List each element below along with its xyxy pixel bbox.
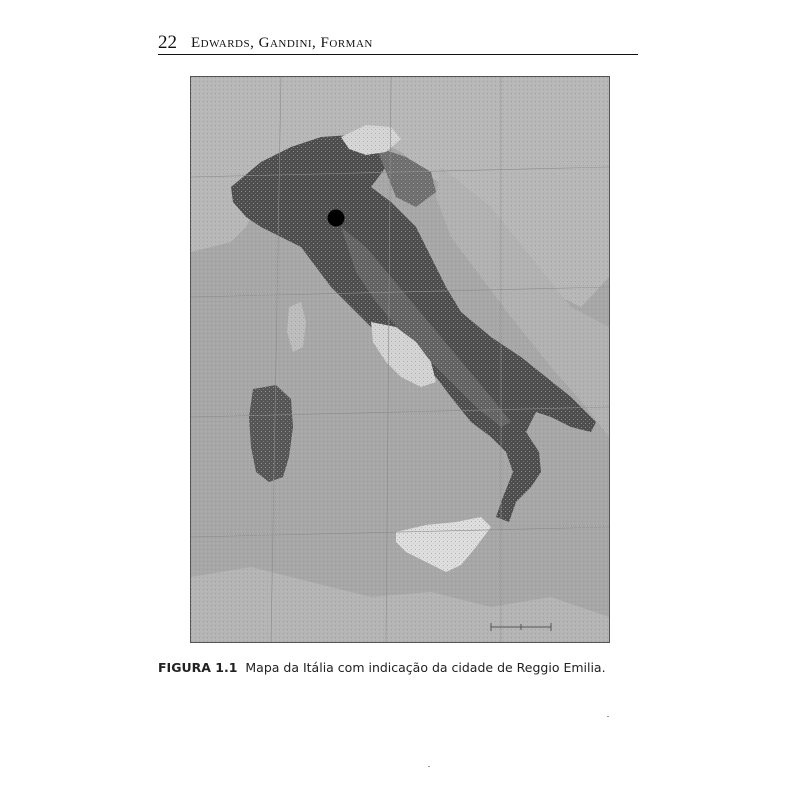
city-dot-marker-icon [328,210,345,227]
header-rule [158,54,638,55]
map-figure [190,76,610,643]
page-number: 22 [158,32,177,53]
print-texture [191,77,609,642]
caption-text: Mapa da Itália com indicação da cidade de Reggio Emilia. [245,660,606,675]
italy-map-image [191,77,609,642]
running-head: Edwards, Gandini, Forman [191,35,373,51]
caption-label: FIGURA 1.1 [158,660,238,675]
figure-caption [158,660,638,675]
page-header [158,30,638,56]
scan-speck [428,766,430,767]
scan-speck [607,716,609,717]
